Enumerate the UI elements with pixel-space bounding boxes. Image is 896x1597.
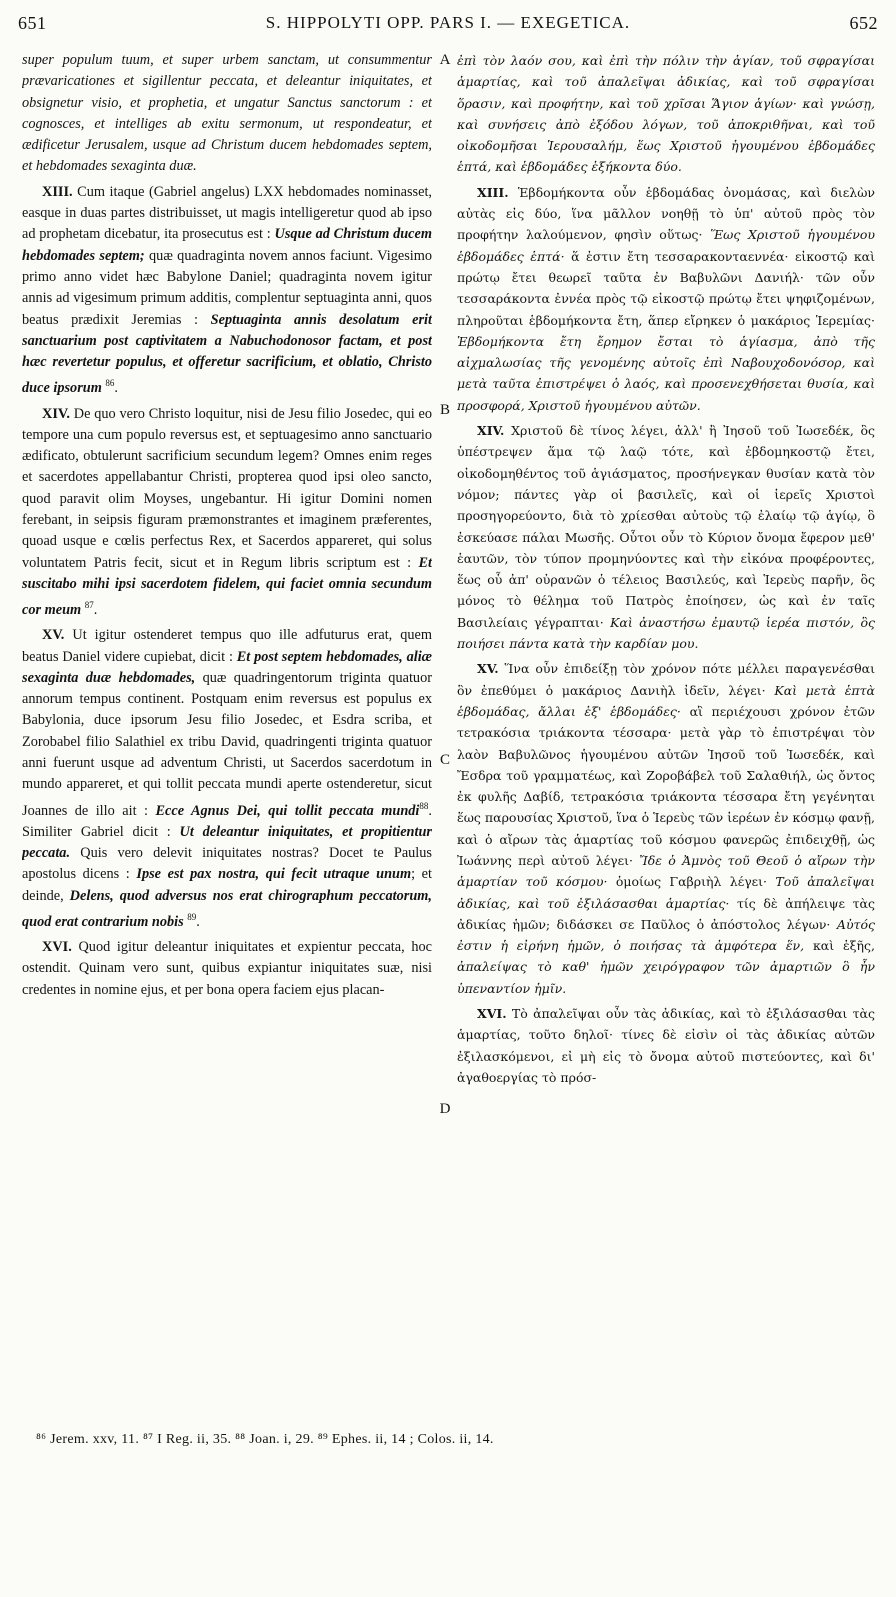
latin-section-15: XV. Ut igitur ostenderet tempus quo ille adfuturus erat, quem beatus Daniel videre cupiebat, dicit : Et post septem hebdomades, aliæ sexaginta duæ hebdomades, quæ quadringentorum triginta quatuor annorum tempus continent. Postquam enim reversus est populus ex Babylonia, duce ipsorum Jesu filio Josedec, et Esdra scriba, et Zorobabel filio Salathiel ex tribu David, quadringenti triginta quatuor anni fuerunt usque ad adventum Christi, ut Sacerdos sacerdotum in mundo appareret, et qui tollit peccata mundi aperte ostenderetur, sicut Joannes de illo ait : Ecce Agnus Dei, qui tollit peccata mundi$^{88}$. Similiter Gabriel dicit : Ut deleantur iniquitates, et propitientur peccata. Quis vero delevit iniquitates nostras? Docet te Paulus apostolus dicens : Ipse est pax nostra, qui fecit utraque unum; et deinde, Delens, quod adversus nos erat chirographum peccatorum, quod erat contrarium nobis $^{89}$.: [22, 627, 432, 930]
latin-quote: Et suscitabo mihi ipsi sacerdotem fidelem, qui faciet omnia secundum cor meum: [22, 554, 432, 618]
greek-section-14: [457, 420, 875, 654]
footnotes: ⁸⁶ Jerem. xxv, 11. ⁸⁷ I Reg. ii, 35. ⁸⁸ Joan. i, 29. ⁸⁹ Ephes. ii, 14 ; Colos. ii, 14.: [36, 1432, 494, 1447]
greek-quote: Ἕως Χριστοῦ ἡγουμένου ἑβδομάδες ἑπτά·: [457, 227, 875, 264]
latin-intro: super populum tuum, et super urbem sanctam, ut consummentur prævaricationes et sigillentur peccata, et deleantur iniquitates, et obsignetur visio, et prophetia, et ungatur Sanctus sanctorum : et cognosces, et intelliges ab exitu sermonum, ut respondeatur, et ædificetur Jerusalem, usque ad Christum ducem hebdomades septem, et hebdomades sexaginta duæ.: [22, 52, 432, 175]
latin-text: Quod igitur deleantur iniquitates et expientur peccata, hoc ostendit. Quinam vero sunt, quibus expiantur iniquitates suæ, nisi credentes in nomine ejus, et per bona opera faciem ejus placan-: [22, 938, 432, 998]
margin-marker-c: C: [439, 752, 450, 768]
greek-text: Τὸ ἀπαλεῖψαι οὖν τὰς ἀδικίας, καὶ τὸ ἐξιλάσασθαι τὰς ἁμαρτίας, τοῦτο δηλοῖ· τίνες δὲ εἰσὶν οἱ τὰς ἀδικίας αὐτῶν ἐξιλασκόμενοι, εἰ μὴ εἰς τὸ ὄνομα αὐτοῦ πιστεύοντες, καὶ δι' ἀγαθοεργίας τὸ πρόσ-: [457, 1006, 875, 1085]
latin-quote: Ecce Agnus Dei, qui tollit peccata mundi: [155, 802, 420, 819]
section-number: XVI.: [477, 1006, 507, 1022]
latin-text: ; et deinde,: [22, 866, 432, 904]
greek-text: καὶ ἑξῆς,: [812, 938, 875, 954]
section-number: XIV.: [477, 423, 505, 439]
section-number: XVI.: [42, 938, 72, 955]
latin-text: Ut igitur ostenderet tempus quo ille adfuturus erat, quem beatus Daniel videre cupiebat, dicit :: [22, 627, 432, 665]
greek-text: ἅ ἐστιν ἔτη τεσσαρακονταεννέα· εἰκοστῷ καὶ πρώτῳ ἔτει θεωρεῖ ταῦτα ἐν Βαβυλῶνι Δανιήλ· τῶν οὖν τεσσαράκοντα ἐννέα πρὸς τῷ εἰκοστῷ πρώτῳ ἔτει ψηφιζομένων, πληροῦται ἑβδομήκοντα ἔτη, ἅπερ εἴρηκεν ὁ μακάριος Ἱερεμίας·: [457, 248, 875, 328]
footnote-ref: 88: [419, 800, 429, 811]
margin-marker-a: A: [439, 52, 451, 68]
latin-text: quæ quadringentorum triginta quatuor annorum tempus continent. Postquam enim reversus est populus ex Babylonia, duce ipsorum Jesu filio Josedec, et Esdra scriba, et Zorobabel filio Salathiel ex tribu David, quadringenti triginta quatuor anni fuerunt usque ad adventum Christi, ut Sacerdos sacerdotum in mundo appareret, et qui tollit peccata mundi aperte ostenderetur, sicut Joannes de illo ait :: [22, 669, 432, 819]
latin-quote: Delens, quod adversus nos erat chirographum peccatorum, quod erat contrarium nobis: [22, 887, 432, 930]
running-title: S. HIPPOLYTI OPP. PARS I. — EXEGETICA.: [265, 13, 631, 32]
section-number: XIV.: [42, 405, 70, 422]
latin-section-13: XIII. Cum itaque (Gabriel angelus) LXX hebdomades nominasset, easque in duas partes distribuisset, ut magis intelligeretur quod ab ipso ad prophetam dicebatur, ita prosecutus est : Usque ad Christum ducem hebdomades septem; quæ quadraginta novem annos faciunt. Vigesimo primo anno videt hæc Babylone Daniel; quadraginta novem igitur annis ad vigesimum primum additis, complentur septuaginta anni, quos beatus prædixit Jeremias : Septuaginta annis desolatum erit sanctuarium post captivitatem a Nabuchodonosor factam, et post hæc revertetur populus, et offeretur sacrificium, et oblatio, Christo duce ipsorum $^{86}$.: [22, 183, 432, 397]
page-number-right: 652: [849, 12, 878, 33]
greek-section-13: [457, 182, 875, 416]
section-number: XIII.: [477, 184, 509, 200]
greek-quote: Καὶ ἀναστήσω ἐμαυτῷ ἱερέα πιστόν, ὃς ποιήσει πάντα κατὰ τὴν καρδίαν μου.: [457, 614, 875, 652]
greek-section-16: [457, 1003, 875, 1088]
greek-text: ὁμοίως Γαβριὴλ λέγει·: [615, 874, 768, 890]
greek-column: [457, 50, 875, 1477]
latin-quote: Et post septem hebdomades, aliæ sexaginta duæ hebdomades,: [22, 648, 432, 686]
page-number-left: 651: [18, 12, 47, 33]
greek-text: Ἵνα οὖν ἐπιδείξῃ τὸν χρόνον πότε μέλλει παραγενέσθαι ὃν ἐπεθύμει ὁ μακάριος Δανιὴλ ἰδεῖν, λέγει·: [457, 661, 875, 698]
latin-text: De quo vero Christo loquitur, nisi de Jesu filio Josedec, qui eo tempore una cum populo reversus est, et septuagesimo anno sanctuario ædificato, obtulerunt sacrificium secundum legem? Omnes enim reges et sacerdotes appellabantur Christi, propterea quod ipsi oleo sancto, quod paravit olim Moyses, ungebantur. Hi igitur Domini nomen ferebant, in seipsis figuram præmonstrantes et imaginem præferentes, quoad usque e cœlis perfectus Rex, et Sacerdos appareret, qui solus voluntatem Patris fecit, sicut et in Regum libris scriptum est :: [22, 405, 432, 571]
latin-text: Quis vero delevit iniquitates nostras? Docet te Paulus apostolus dicens :: [22, 844, 432, 883]
latin-text: Cum itaque (Gabriel angelus) LXX hebdomades nominasset, easque in duas partes distribuisset, ut magis intelligeretur quod ab ipso ad prophetam dicebatur, ita prosecutus est :: [22, 183, 432, 243]
latin-quote: Ut deleantur iniquitates, et propitientur peccata.: [22, 823, 432, 861]
margin-marker-d: D: [439, 1101, 451, 1117]
latin-section-16: [22, 937, 432, 1001]
greek-text: τίς δὲ ἀπήλειψε τὰς ἀδικίας ἡμῶν; διδάσκει σε Παῦλος ὁ ἀπόστολος λέγων·: [457, 895, 875, 932]
latin-section-14: XIV. De quo vero Christo loquitur, nisi de Jesu filio Josedec, qui eo tempore una cum populo reversus est, et septuagesimo anno sanctuario ædificato, obtulerunt sacrificium secundum legem? Omnes enim reges et sacerdotes appellabantur Christi, propterea quod ipsi oleo sancto, quod paravit olim Moyses, ungebantur. Hi igitur Domini nomen ferebant, in seipsis figuram præmonstrantes et imaginem præferentes, quoad usque e cœlis perfectus Rex, et Sacerdos appareret, qui solus voluntatem Patris fecit, sicut et in Regum libris scriptum est : Et suscitabo mihi ipsi sacerdotem fidelem, qui faciet omnia secundum cor meum $^{87}$.: [22, 405, 432, 618]
greek-quote: ἀπαλείψας τὸ καθ' ἡμῶν χειρόγραφον τῶν ἁμαρτιῶν ὃ ἦν ὑπεναντίον ἡμῖν.: [457, 959, 875, 996]
footnote-ref: 87: [84, 600, 94, 611]
greek-section-15: [457, 658, 875, 999]
latin-quote: Ipse est pax nostra, qui fecit utraque unum: [136, 866, 412, 883]
greek-quote: Αὐτός ἐστιν ἡ εἰρήνη ἡμῶν, ὁ ποιήσας τὰ ἀμφότερα ἕν,: [457, 916, 875, 954]
greek-text: αἳ περιέχουσι χρόνον ἐτῶν τετρακόσια τριάκοντα τέσσαρα· μετὰ γὰρ τὸ ἐπιστρέψαι τὸν λαὸν Βαβυλῶνος ἡγουμένου αὐτῶν Ἰησοῦ τοῦ Ἰωσεδέκ, καὶ Ἔσδρα τοῦ γραμματέως, καὶ Ζοροβάβελ τοῦ Σαλαθιήλ, ὡς ὄντος ἐκ φυλῆς Δαβίδ, τετρακόσια τριάκοντα τέσσαρα ἔτη γεγένηται ἕως παρουσίας Χριστοῦ, ἵνα ὁ Ἱερεὺς τῶν ἱερέων ἐν κόσμῳ φανῇ, καὶ ὁ αἴρων τὰς ἁμαρτίας τοῦ κόσμου φανερῶς ἐπιδειχθῇ, ὡς Ἰωάννης περὶ αὐτοῦ λέγει·: [457, 703, 875, 868]
greek-text: Χριστοῦ δὲ τίνος λέγει, ἀλλ' ἢ Ἰησοῦ τοῦ Ἰωσεδέκ, ὃς ὑπέστρεψεν ἅμα τῷ λαῷ τότε, καὶ ἑβδομηκοστῷ ἔτει, οἰκοδομηθέντος τοῦ ἁγιάσματος, προσήνεγκαν θυσίαν κατὰ τὸν νόμον; πάντες γὰρ οἱ βασιλεῖς, καὶ οἱ ἱερεῖς Χριστοὶ προσηγορεύοντο, διὰ τὸ χρίεσθαι αὐτοὺς τῷ ἐλαίῳ τῷ ἁγίῳ, ὃ ἐσκεύασε πάλαι Μωσῆς. Οὗτοι οὖν τὸ Κύριον ὄνομα ἔφερον μεθ' ἑαυτῶν, τὸν τύπον προμηνύοντες καὶ τὴν εἰκόνα προφέροντες, ἕως οὗ ἀπ' οὐρανῶν ὁ τέλειος Βασιλεύς, καὶ Ἱερεὺς παρῆν, ὃς μόνος τὸ θέλημα τοῦ Πατρὸς ἐποίησεν, ὡς καὶ ἐν ταῖς Βασιλείαις γέγραπται·: [457, 423, 875, 630]
latin-quote: Usque ad Christum ducem hebdomades septem;: [22, 226, 432, 264]
section-number: XIII.: [42, 183, 73, 200]
greek-quote: Ἴδε ὁ Ἀμνὸς τοῦ Θεοῦ ὁ αἴρων τὴν ἁμαρτίαν τοῦ κόσμου·: [457, 852, 875, 890]
footnote-ref: 89: [187, 911, 197, 922]
footnote-ref: 86: [105, 378, 115, 389]
margin-marker-b: B: [439, 402, 450, 418]
latin-quote: Septuaginta annis desolatum erit sanctuarium post captivitatem a Nabuchodonosor factam, et post hæc revertetur populus, et offeretur sacrificium, et oblatio, Christo duce ipsorum: [22, 311, 432, 397]
greek-quote: Καὶ μετὰ ἑπτὰ ἑβδομάδας, ἄλλαι ἑξ' ἑβδομάδες·: [457, 682, 875, 719]
page-header: [18, 6, 878, 40]
latin-text: . Similiter Gabriel dicit :: [22, 802, 432, 840]
latin-text: quæ quadraginta novem annos faciunt. Vigesimo primo anno videt hæc Babylone Daniel; quadraginta novem igitur annis ad vigesimum primum additis, complentur septuaginta anni, quos beatus prædixit Jeremias :: [22, 247, 432, 328]
section-number: XV.: [477, 661, 499, 677]
latin-column: [22, 50, 432, 1477]
section-number: XV.: [42, 627, 65, 644]
greek-quote: Ἑβδομήκοντα ἔτη ἔρημον ἔσται τὸ ἁγίασμα, ἀπὸ τῆς αἰχμαλωσίας τῆς γενομένης αὐτοῖς ἐπὶ Ναβουχοδονόσορ, καὶ μετὰ ταῦτα ἐπιστρέψει ὁ λαός, καὶ προσενεχθήσεται θυσία, καὶ προσφορά, Χριστοῦ ἡγουμένου αὐτῶν.: [457, 333, 875, 413]
greek-text: Ἑβδομήκοντα οὖν ἑβδομάδας ὀνομάσας, καὶ διελὼν αὐτὰς εἰς δύο, ἵνα μᾶλλον νοηθῇ τὸ ὑπ' αὐτοῦ πρὸς τὸν προφήτην λαλούμενον, φησὶν οὕτως·: [457, 184, 875, 243]
greek-intro: ἐπὶ τὸν λαόν σου, καὶ ἐπὶ τὴν πόλιν τὴν ἁγίαν, τοῦ σφραγίσαι ἁμαρτίας, καὶ τοῦ ἀπαλεῖψαι ἀδικίας, καὶ τοῦ σφραγίσαι ὅρασιν, καὶ προφήτην, καὶ τοῦ χρῖσαι Ἅγιον ἁγίων· καὶ γνώσῃ, καὶ συνήσεις ἀπὸ ἐξόδου λόγων, τοῦ ἀποκριθῆναι, καὶ τοῦ οἰκοδομῆσαι Ἱερουσαλήμ, ἕως Χριστοῦ ἡγουμένου ἑβδομάδες ἑπτά, καὶ ἑβδομάδες ἑξήκοντα δύο.: [457, 53, 875, 175]
greek-quote: Τοῦ ἀπαλεῖψαι ἀδικίας, καὶ τοῦ ἐξιλάσασθαι ἁμαρτίας·: [457, 874, 875, 911]
